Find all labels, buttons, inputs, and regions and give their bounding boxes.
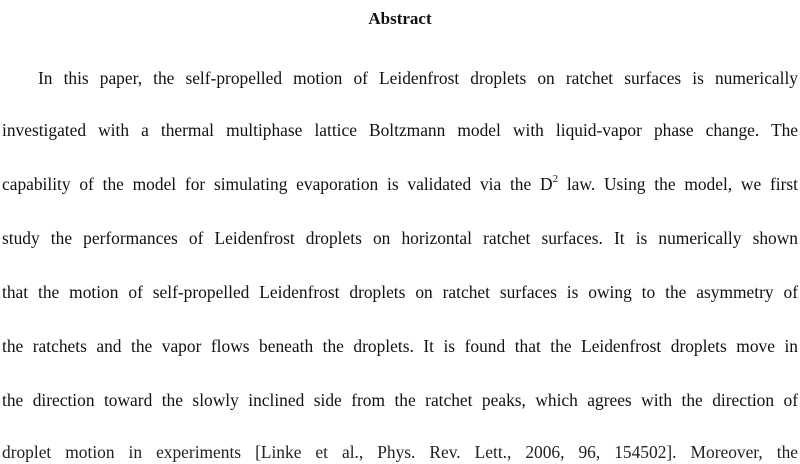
d-squared-superscript: 2 [552, 173, 559, 186]
abstract-line-1: In this paper, the self-propelled motion of Leidenfrost droplets on ratchet surfaces is numerically [38, 68, 798, 88]
abstract-heading: Abstract [368, 9, 432, 28]
abstract-line-8: droplet motion in experiments [Linke et al., Phys. Rev. Lett., 2006, 96, 154502]. Moreover, the [2, 442, 798, 462]
abstract-line-3 [2, 172, 798, 196]
abstract-line-2: investigated with a thermal multiphase lattice Boltzmann model with liquid-vapor phase change. The [2, 120, 798, 140]
abstract-line-4: study the performances of Leidenfrost droplets on horizontal ratchet surfaces. It is numerically shown [2, 228, 798, 248]
abstract-line-3-end: law. Using the model, we first [558, 174, 798, 194]
abstract-line-5: that the motion of self-propelled Leidenfrost droplets on ratchet surfaces is owing to the asymmetry of [2, 282, 798, 302]
abstract-line-6: the ratchets and the vapor flows beneath the droplets. It is found that the Leidenfrost droplets move in [2, 336, 798, 356]
abstract-line-3-start: capability of the model for simulating evaporation is validated via the D [2, 174, 553, 194]
abstract-line-7: the direction toward the slowly inclined side from the ratchet peaks, which agrees with the direction of [2, 390, 798, 410]
